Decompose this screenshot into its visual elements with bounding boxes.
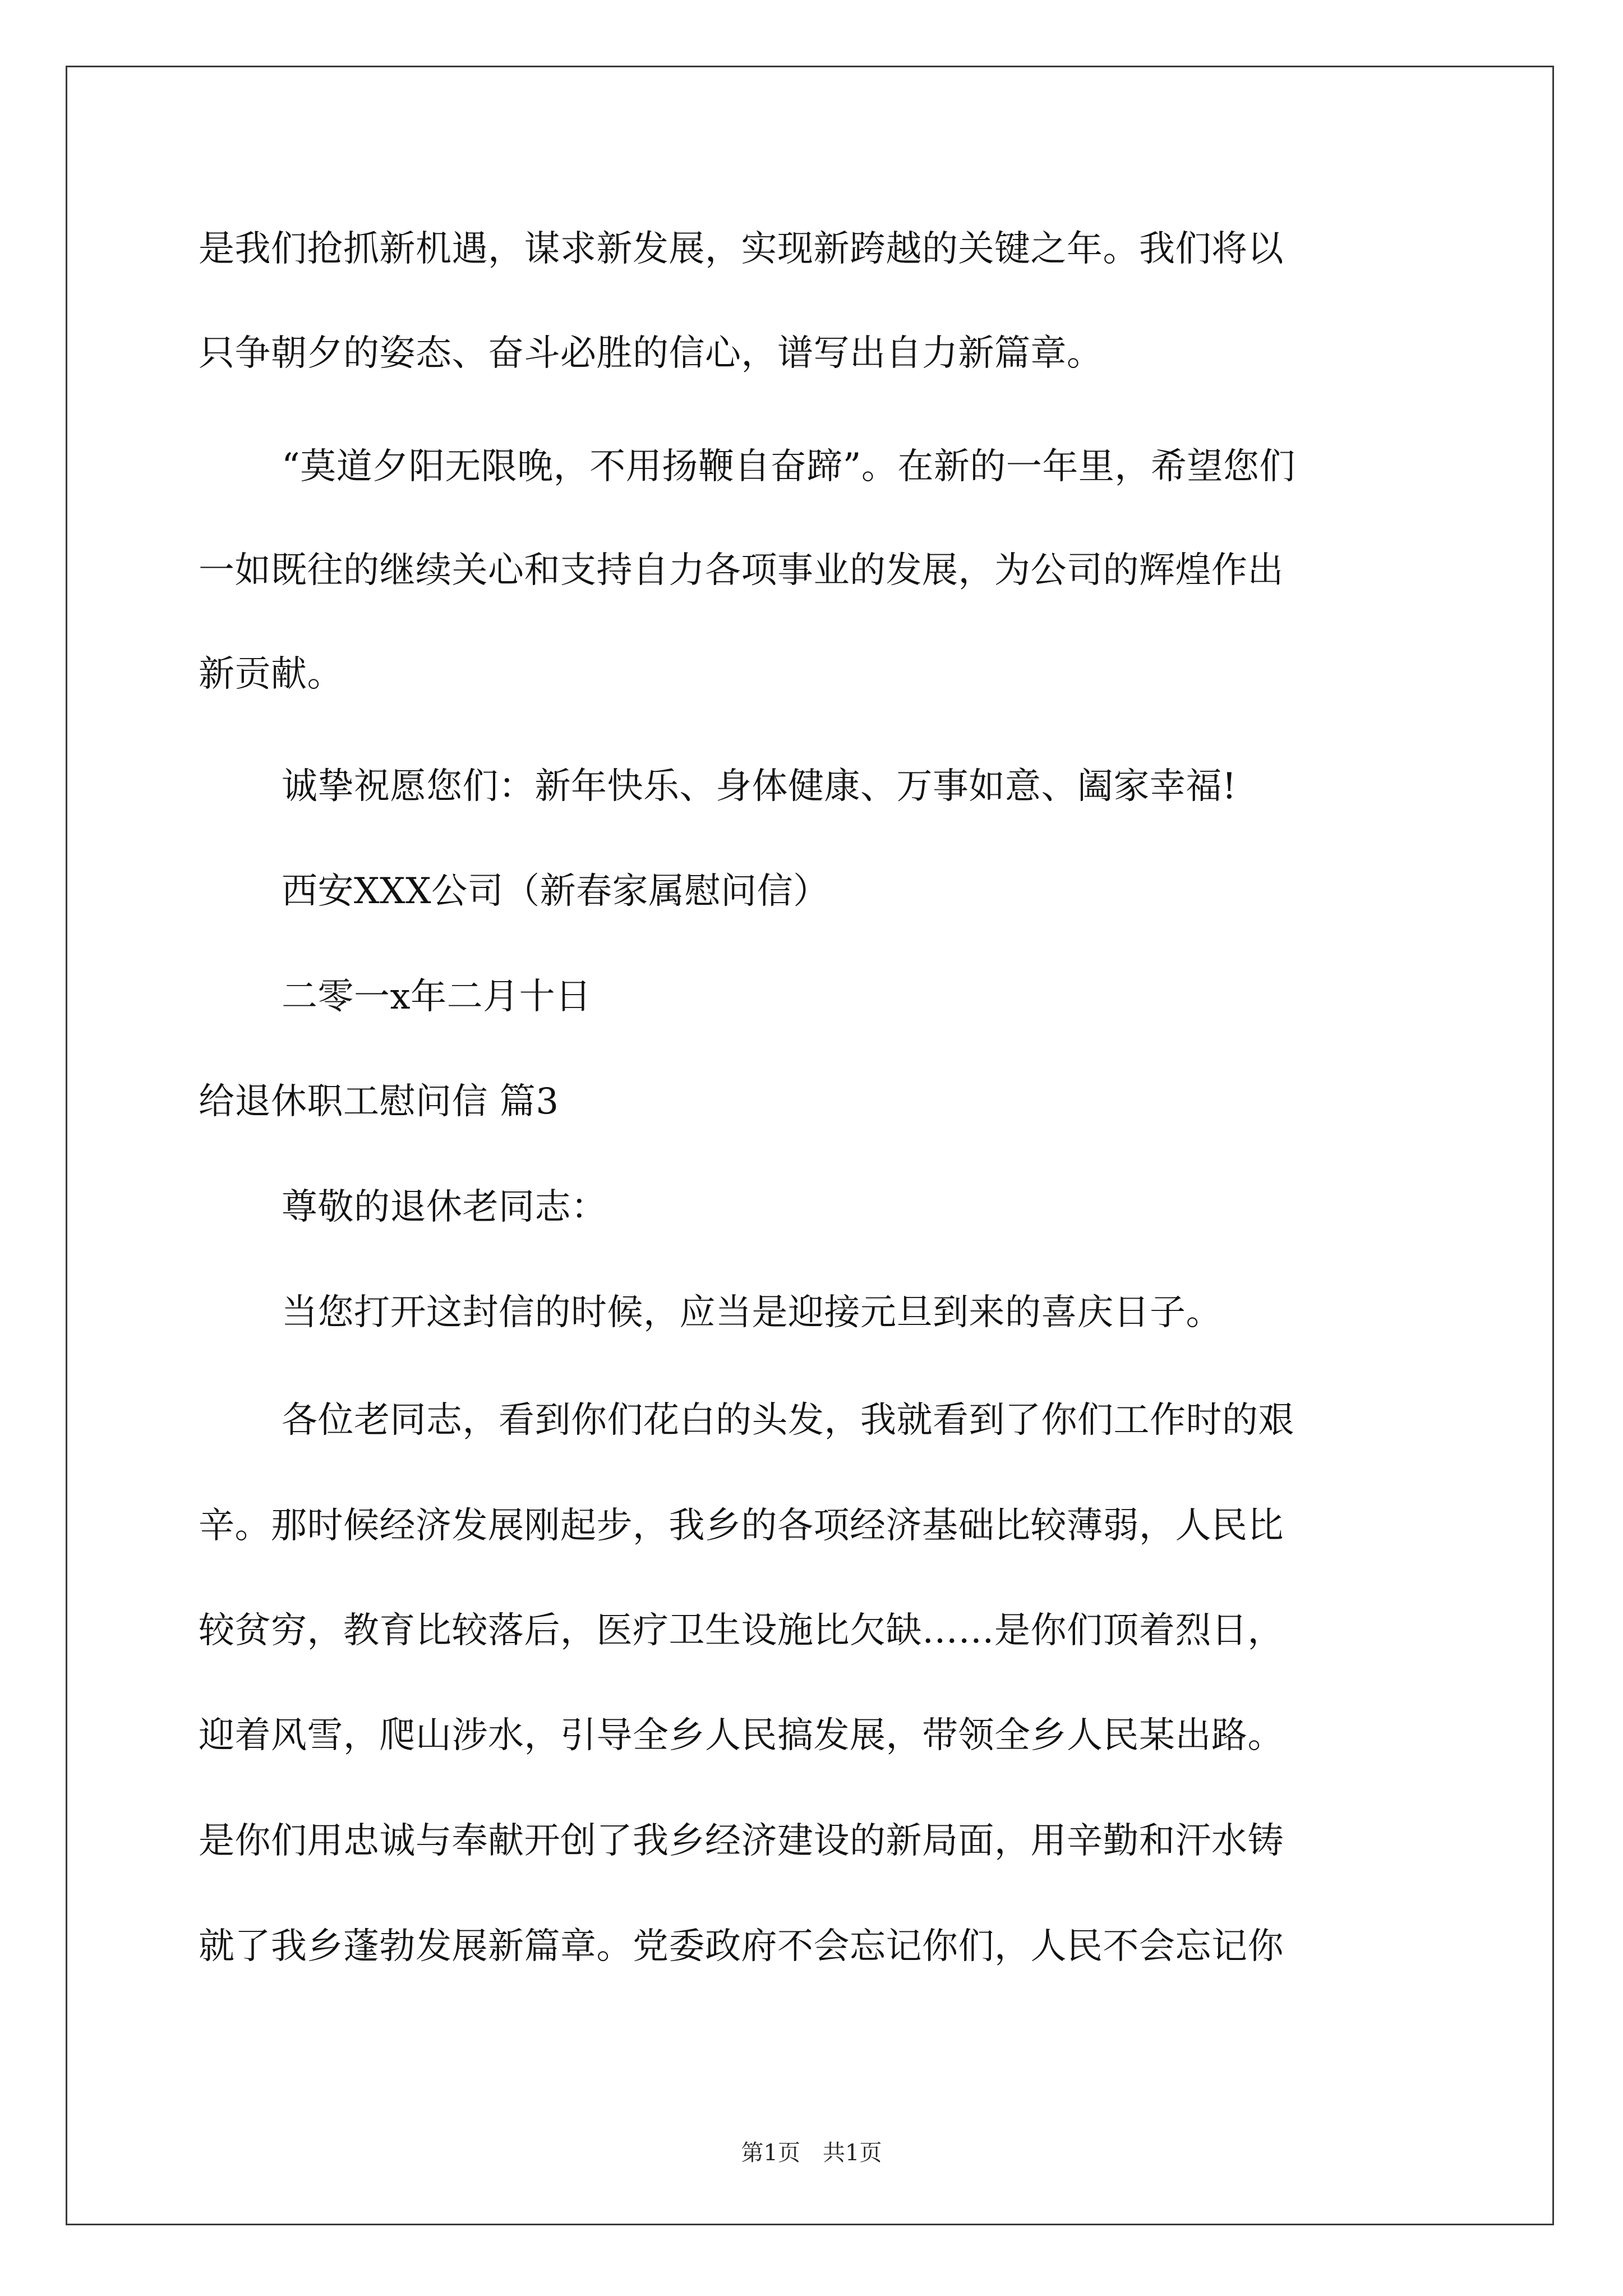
paragraph-line: 各位老同志，看到你们花白的头发，我就看到了你们工作时的艰 bbox=[282, 1400, 1294, 1441]
page-border bbox=[66, 66, 1554, 2225]
paragraph-line: 是我们抢抓新机遇，谋求新发展，实现新跨越的关键之年。我们将以 bbox=[199, 228, 1284, 270]
paragraph-line: 是你们用忠诚与奉献开创了我乡经济建设的新局面，用辛勤和汗水铸 bbox=[199, 1820, 1284, 1862]
section-heading: 给退休职工慰问信 篇3 bbox=[199, 1081, 559, 1122]
paragraph-line: 只争朝夕的姿态、奋斗必胜的信心，谱写出自力新篇章。 bbox=[199, 333, 1103, 374]
signature-company: 西安XXX公司（新春家属慰问信） bbox=[282, 871, 829, 912]
paragraph-line: 新贡献。 bbox=[199, 654, 343, 695]
signature-date: 二零一x年二月十日 bbox=[282, 976, 592, 1018]
paragraph-line: 就了我乡蓬勃发展新篇章。党委政府不会忘记你们，人民不会忘记你 bbox=[199, 1926, 1284, 1967]
paragraph-line: 较贫穷，教育比较落后，医疗卫生设施比欠缺……是你们顶着烈日， bbox=[199, 1610, 1284, 1651]
salutation: 尊敬的退休老同志： bbox=[282, 1186, 607, 1228]
paragraph-line: 辛。那时候经济发展刚起步，我乡的各项经济基础比较薄弱，人民比 bbox=[199, 1505, 1284, 1547]
page-footer: 第1页 共1页 bbox=[741, 2140, 882, 2166]
paragraph-line: 当您打开这封信的时候，应当是迎接元旦到来的喜庆日子。 bbox=[282, 1292, 1222, 1333]
paragraph-line: 一如既往的继续关心和支持自力各项事业的发展，为公司的辉煌作出 bbox=[199, 550, 1284, 591]
paragraph-line: 迎着风雪，爬山涉水，引导全乡人民搞发展，带领全乡人民某出路。 bbox=[199, 1715, 1284, 1756]
paragraph-line: “莫道夕阳无限晚，不用扬鞭自奋蹄”。在新的一年里，希望您们 bbox=[282, 446, 1295, 487]
paragraph-line: 诚挚祝愿您们：新年快乐、身体健康、万事如意、阖家幸福! bbox=[282, 766, 1237, 807]
